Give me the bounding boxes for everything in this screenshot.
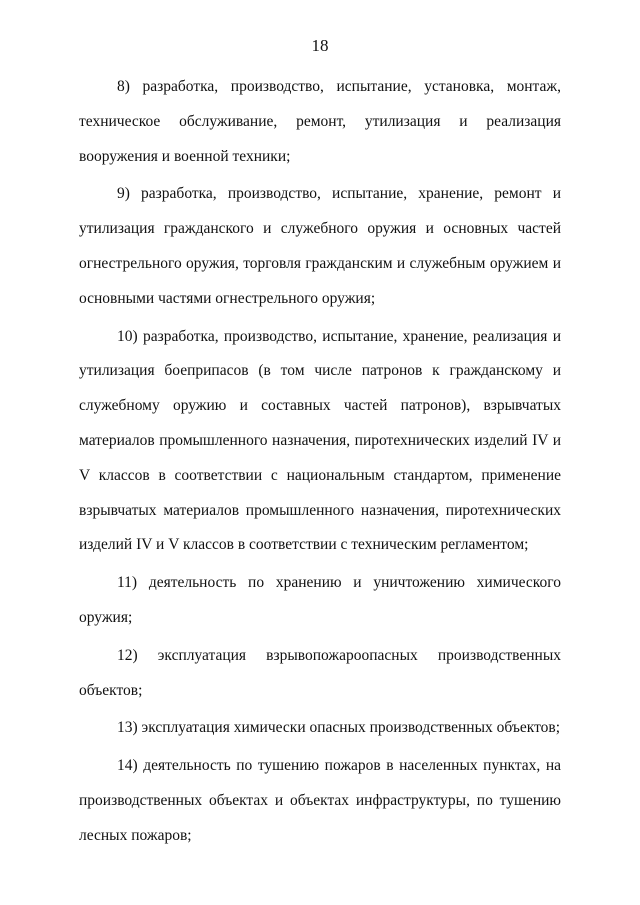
list-item-14: 14) деятельность по тушению пожаров в населенных пунктах, на производственных объектах и объектах инфраструктуры, по тушению лесных пожаров; bbox=[79, 757, 561, 844]
list-item-11: 11) деятельность по хранению и уничтожению химического оружия; bbox=[79, 574, 561, 626]
list-item-13: 13) эксплуатация химически опасных производственных объектов; bbox=[117, 719, 561, 737]
document-body bbox=[79, 70, 561, 854]
list-item-8: 8) разработка, производство, испытание, установка, монтаж, техническое обслуживание, ремонт, утилизация и реализация вооружения и военной техники; bbox=[79, 78, 561, 165]
list-item-9: 9) разработка, производство, испытание, хранение, ремонт и утилизация гражданского и служебного оружия и основных частей огнестрельного оружия, торговля гражданским и служебным оружием и основными частями огнестрельного оружия; bbox=[79, 185, 561, 307]
list-item-10: 10) разработка, производство, испытание, хранение, реализация и утилизация боеприпасов (в том числе патронов к гражданскому и служебному оружию и составных частей патронов), взрывчатых материалов промышленного назначения, пиротехнических изделий IV и V классов в соответствии с национальным стандартом, применение взрывчатых материалов промышленного назначения, пиротехнических изделий IV и V классов в соответствии с техническим регламентом; bbox=[79, 327, 561, 554]
page-number: 18 bbox=[311, 36, 329, 55]
list-item-12: 12) эксплуатация взрывопожароопасных производственных объектов; bbox=[79, 646, 561, 699]
